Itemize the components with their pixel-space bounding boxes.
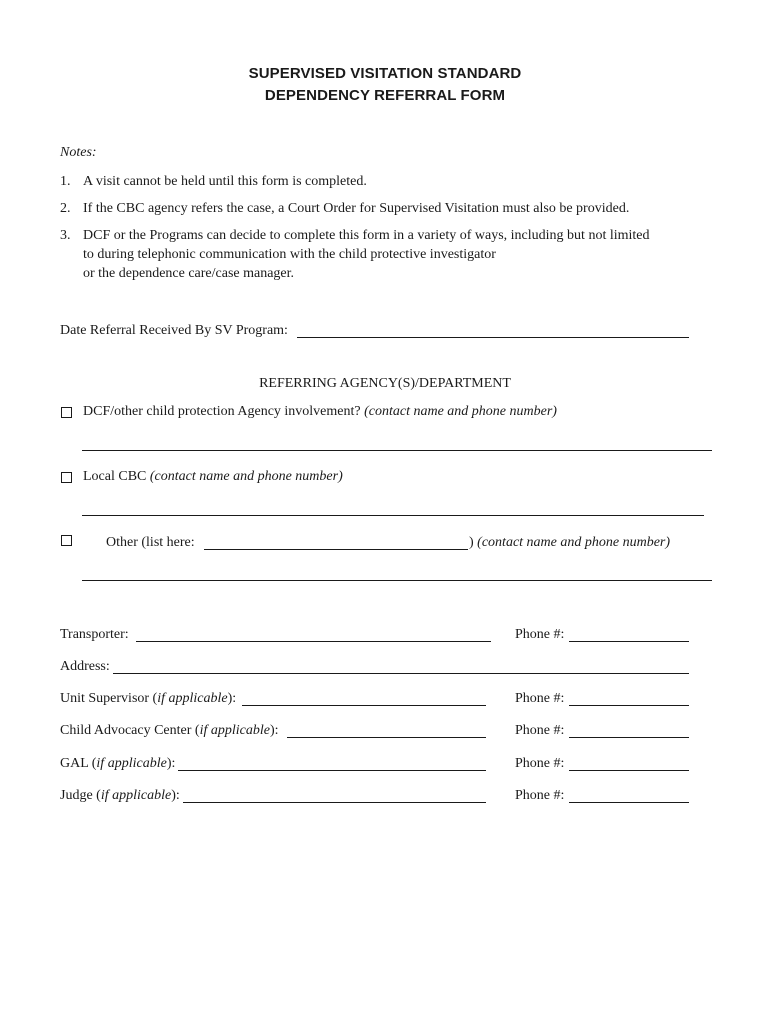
form-title-line1: SUPERVISED VISITATION STANDARD	[248, 65, 522, 82]
label-italic: if applicable	[199, 723, 270, 738]
note-text-continued: to during telephonic communication with the child protective investigator	[83, 247, 496, 262]
note-item-1	[60, 172, 367, 191]
label-end: ):	[227, 691, 237, 706]
note-text-continued: or the dependence care/case manager.	[83, 266, 295, 281]
note-item-3	[60, 226, 650, 283]
judge-label	[60, 788, 180, 804]
label-italic: if applicable	[96, 756, 167, 771]
dcf-hint: (contact name and phone number)	[364, 404, 557, 419]
other-label-text: Other (list here:	[106, 535, 195, 550]
label-end: ):	[166, 756, 176, 771]
unit-supervisor-phone-field[interactable]	[569, 705, 689, 706]
dcf-contact-field[interactable]	[82, 450, 712, 451]
date-received-label: Date Referral Received By SV Program:	[60, 323, 288, 338]
judge-phone-field[interactable]	[569, 802, 689, 803]
dcf-label-text: DCF/other child protection Agency involvement?	[83, 404, 361, 419]
cbc-contact-field[interactable]	[82, 515, 704, 516]
notes-heading: Notes:	[60, 145, 97, 160]
form-title-line2: DEPENDENCY REFERRAL FORM	[264, 87, 506, 104]
cbc-hint: (contact name and phone number)	[149, 469, 343, 484]
transporter-phone-field[interactable]	[569, 641, 689, 642]
label-end: ):	[269, 723, 279, 738]
other-contact-field[interactable]	[82, 580, 712, 581]
cbc-checkbox[interactable]	[61, 472, 72, 483]
address-label: Address:	[60, 659, 110, 674]
note-number: 2.	[60, 201, 71, 216]
cbc-label-text: Local CBC	[83, 469, 147, 484]
note-item-2	[60, 199, 629, 218]
other-close-paren: )	[469, 535, 474, 550]
label-italic: if applicable	[100, 788, 172, 803]
unit-supervisor-label	[60, 691, 236, 707]
transporter-label: Transporter:	[60, 627, 129, 642]
label-text: Judge (	[60, 788, 101, 803]
label-text: Child Advocacy Center (	[60, 723, 200, 738]
other-label	[106, 535, 195, 551]
other-list-field[interactable]	[204, 549, 468, 550]
other-checkbox[interactable]	[61, 535, 72, 546]
note-number: 1.	[60, 174, 71, 189]
date-received-field[interactable]	[297, 337, 689, 338]
unit-supervisor-field[interactable]	[242, 705, 486, 706]
judge-phone-label: Phone #:	[515, 788, 565, 803]
gal-phone-label: Phone #:	[515, 756, 565, 771]
note-text: If the CBC agency refers the case, a Court Order for Supervised Visitation must also be provided.	[83, 201, 630, 216]
label-italic: if applicable	[157, 691, 228, 706]
transporter-field[interactable]	[136, 641, 491, 642]
dcf-label	[83, 404, 557, 420]
note-text: DCF or the Programs can decide to complete this form in a variety of ways, including but not limited	[83, 228, 650, 243]
child-advocacy-phone-label: Phone #:	[515, 723, 565, 738]
gal-phone-field[interactable]	[569, 770, 689, 771]
label-text: GAL (	[60, 756, 97, 771]
gal-label	[60, 756, 175, 772]
label-text: Unit Supervisor (	[60, 691, 158, 706]
child-advocacy-phone-field[interactable]	[569, 737, 689, 738]
cbc-label	[83, 469, 343, 485]
other-hint: (contact name and phone number)	[477, 535, 671, 550]
transporter-phone-label: Phone #:	[515, 627, 565, 642]
dcf-checkbox[interactable]	[61, 407, 72, 418]
judge-field[interactable]	[183, 802, 486, 803]
unit-supervisor-phone-label: Phone #:	[515, 691, 565, 706]
child-advocacy-field[interactable]	[287, 737, 486, 738]
other-hint-wrap	[469, 535, 670, 551]
gal-field[interactable]	[178, 770, 486, 771]
note-text: A visit cannot be held until this form is completed.	[83, 174, 367, 189]
label-end: ):	[171, 788, 180, 803]
child-advocacy-label	[60, 723, 279, 739]
note-number: 3.	[60, 228, 71, 243]
address-field[interactable]	[113, 673, 689, 674]
referring-agency-heading: REFERRING AGENCY(S)/DEPARTMENT	[259, 376, 511, 391]
